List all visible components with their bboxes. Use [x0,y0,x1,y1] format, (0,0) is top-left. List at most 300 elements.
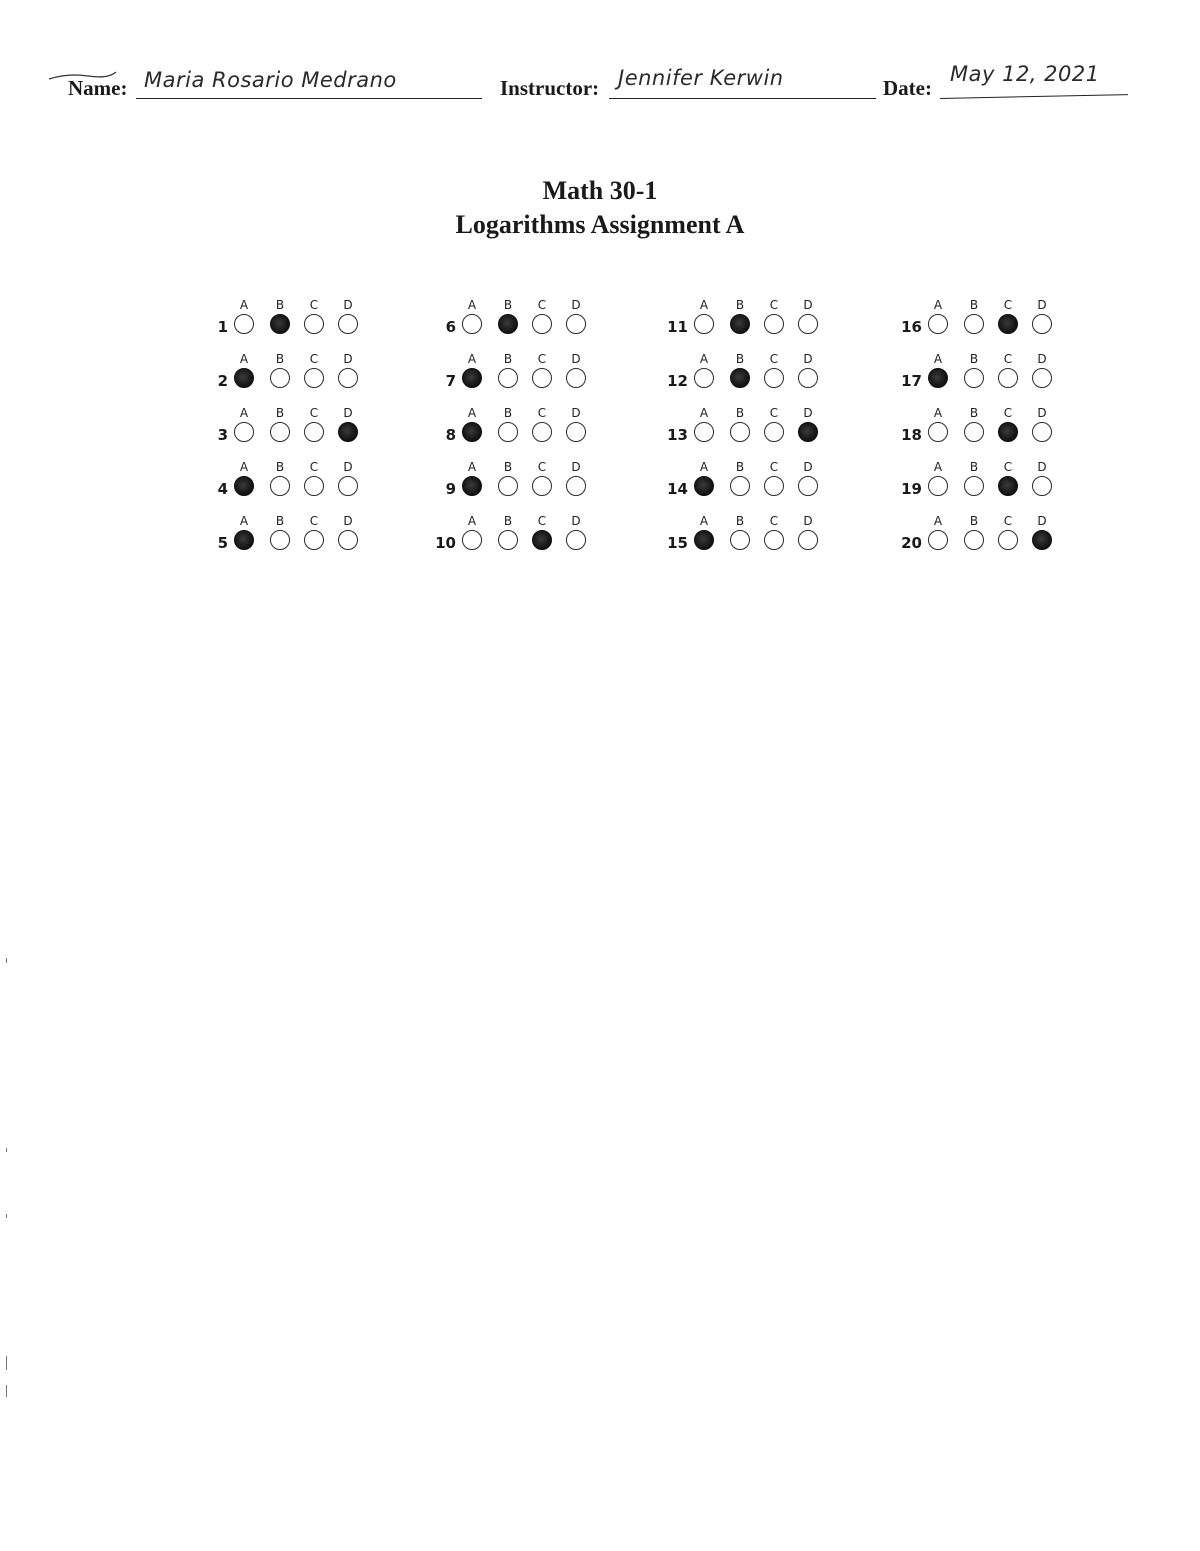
empty-bubble[interactable] [566,530,586,550]
header-fields [0,58,1200,108]
scan-artifact [6,1148,7,1152]
answer-option-d [562,406,590,442]
option-letter: B [503,352,513,366]
answer-option-a [690,298,718,334]
option-letter: D [571,298,581,312]
answer-option-a [230,298,258,334]
question-number: 19 [901,480,922,498]
answer-column-1 [200,298,370,568]
option-letter: D [343,514,353,528]
empty-bubble[interactable] [566,422,586,442]
answer-option-c [528,298,556,334]
assignment-title: Logarithms Assignment A [455,210,745,239]
empty-bubble[interactable] [338,368,358,388]
option-letter: D [1037,514,1047,528]
option-letter: A [699,352,709,366]
empty-bubble[interactable] [964,476,984,496]
empty-bubble[interactable] [270,476,290,496]
filled-bubble[interactable] [234,368,254,388]
question-row [428,514,598,568]
option-letter: D [571,460,581,474]
answer-column-3 [660,298,830,568]
question-row [894,460,1064,514]
empty-bubble[interactable] [338,476,358,496]
option-letter: D [571,514,581,528]
option-letter: C [769,460,779,474]
answer-option-b [494,298,522,334]
answer-option-d [794,514,822,550]
option-letter: A [933,298,943,312]
option-letter: B [735,406,745,420]
option-letter: B [503,298,513,312]
answer-option-a [230,406,258,442]
option-letter: A [699,514,709,528]
answer-option-c [994,298,1022,334]
option-letter: C [309,406,319,420]
answer-option-b [494,406,522,442]
answer-option-b [266,514,294,550]
empty-bubble[interactable] [304,422,324,442]
answer-option-b [266,460,294,496]
empty-bubble[interactable] [764,530,784,550]
question-row [428,406,598,460]
filled-bubble[interactable] [798,422,818,442]
empty-bubble[interactable] [798,368,818,388]
answer-option-a [458,352,486,388]
answer-option-d [1028,406,1056,442]
option-letter: D [803,298,813,312]
answer-option-c [300,406,328,442]
empty-bubble[interactable] [798,314,818,334]
answer-option-a [690,406,718,442]
option-letter: D [343,406,353,420]
question-row [200,406,370,460]
answer-option-a [458,406,486,442]
answer-option-a [230,352,258,388]
filled-bubble[interactable] [1032,530,1052,550]
option-letter: C [537,352,547,366]
option-letter: A [467,352,477,366]
answer-option-b [960,352,988,388]
option-letter: B [503,514,513,528]
option-letter: D [343,298,353,312]
empty-bubble[interactable] [304,530,324,550]
question-number: 3 [217,426,228,444]
answer-option-a [230,460,258,496]
answer-option-d [1028,460,1056,496]
empty-bubble[interactable] [764,422,784,442]
option-letter: C [1003,352,1013,366]
option-letter: C [1003,406,1013,420]
empty-bubble[interactable] [304,314,324,334]
question-number: 5 [217,534,228,552]
empty-bubble[interactable] [1032,476,1052,496]
option-letter: C [1003,298,1013,312]
answer-sheet [0,298,1200,568]
empty-bubble[interactable] [928,476,948,496]
date-underline [940,94,1128,99]
question-row [200,460,370,514]
empty-bubble[interactable] [234,422,254,442]
filled-bubble[interactable] [462,476,482,496]
answer-option-c [994,352,1022,388]
filled-bubble[interactable] [730,368,750,388]
answer-option-d [562,352,590,388]
option-letter: B [275,460,285,474]
question-row [428,298,598,352]
empty-bubble[interactable] [964,530,984,550]
option-letter: D [343,352,353,366]
filled-bubble[interactable] [998,476,1018,496]
empty-bubble[interactable] [338,530,358,550]
question-row [660,514,830,568]
filled-bubble[interactable] [694,476,714,496]
empty-bubble[interactable] [998,368,1018,388]
option-letter: A [933,514,943,528]
empty-bubble[interactable] [694,368,714,388]
option-letter: B [735,460,745,474]
empty-bubble[interactable] [1032,314,1052,334]
filled-bubble[interactable] [998,422,1018,442]
question-number: 8 [445,426,456,444]
filled-bubble[interactable] [234,476,254,496]
answer-option-a [924,352,952,388]
answer-option-c [528,514,556,550]
option-letter: D [803,514,813,528]
answer-option-c [528,406,556,442]
answer-option-b [726,514,754,550]
option-letter: D [1037,352,1047,366]
option-letter: C [309,352,319,366]
option-letter: C [537,460,547,474]
answer-option-c [760,352,788,388]
option-letter: C [537,298,547,312]
question-number: 6 [445,318,456,336]
instructor-label: Instructor: [500,76,600,100]
scan-artifact [6,958,7,963]
empty-bubble[interactable] [764,314,784,334]
option-letter: A [239,406,249,420]
question-number: 10 [435,534,456,552]
option-letter: C [769,514,779,528]
filled-bubble[interactable] [338,422,358,442]
answer-option-d [794,460,822,496]
answer-option-d [334,298,362,334]
scan-artifact [6,1214,7,1218]
answer-option-b [960,514,988,550]
answer-option-d [562,298,590,334]
question-row [894,352,1064,406]
empty-bubble[interactable] [764,368,784,388]
option-letter: C [309,514,319,528]
empty-bubble[interactable] [338,314,358,334]
answer-option-b [960,406,988,442]
name-field[interactable]: Maria Rosario Medrano [144,68,397,92]
option-letter: C [769,406,779,420]
option-letter: B [503,460,513,474]
question-number: 11 [667,318,688,336]
answer-option-a [458,460,486,496]
question-number: 20 [901,534,922,552]
option-letter: B [969,514,979,528]
option-letter: B [275,406,285,420]
question-row [894,298,1064,352]
question-row [200,514,370,568]
empty-bubble[interactable] [730,422,750,442]
answer-option-b [494,460,522,496]
option-letter: C [537,514,547,528]
option-letter: A [467,406,477,420]
option-letter: C [309,460,319,474]
empty-bubble[interactable] [998,530,1018,550]
course-title: Math 30-1 [542,176,658,205]
answer-option-d [334,406,362,442]
option-letter: B [275,298,285,312]
empty-bubble[interactable] [694,422,714,442]
question-number: 13 [667,426,688,444]
question-row [894,406,1064,460]
answer-option-b [266,406,294,442]
option-letter: A [699,298,709,312]
answer-option-c [760,514,788,550]
answer-option-d [334,352,362,388]
option-letter: C [1003,460,1013,474]
empty-bubble[interactable] [462,530,482,550]
answer-option-b [960,298,988,334]
empty-bubble[interactable] [798,476,818,496]
filled-bubble[interactable] [532,530,552,550]
empty-bubble[interactable] [532,476,552,496]
date-label: Date: [883,76,932,100]
question-row [200,352,370,406]
scan-artifact [6,1385,7,1397]
question-number: 17 [901,372,922,390]
question-number: 16 [901,318,922,336]
empty-bubble[interactable] [928,530,948,550]
answer-option-a [458,514,486,550]
option-letter: C [769,298,779,312]
answer-option-d [1028,514,1056,550]
answer-option-d [334,460,362,496]
answer-option-c [528,460,556,496]
option-letter: A [933,406,943,420]
filled-bubble[interactable] [928,368,948,388]
answer-option-b [726,298,754,334]
question-row [428,460,598,514]
answer-option-d [794,406,822,442]
answer-option-c [760,298,788,334]
option-letter: D [803,460,813,474]
answer-option-c [300,298,328,334]
answer-option-a [924,460,952,496]
option-letter: D [343,460,353,474]
option-letter: D [1037,460,1047,474]
answer-option-d [794,352,822,388]
empty-bubble[interactable] [694,314,714,334]
answer-option-d [562,460,590,496]
filled-bubble[interactable] [462,368,482,388]
empty-bubble[interactable] [928,422,948,442]
empty-bubble[interactable] [270,368,290,388]
empty-bubble[interactable] [964,422,984,442]
date-field[interactable]: May 12, 2021 [950,62,1100,86]
empty-bubble[interactable] [304,368,324,388]
answer-option-d [1028,298,1056,334]
option-letter: A [699,460,709,474]
answer-option-a [924,514,952,550]
option-letter: B [969,406,979,420]
empty-bubble[interactable] [798,530,818,550]
empty-bubble[interactable] [964,314,984,334]
option-letter: D [571,406,581,420]
empty-bubble[interactable] [928,314,948,334]
answer-option-a [690,514,718,550]
empty-bubble[interactable] [764,476,784,496]
option-letter: A [933,352,943,366]
option-letter: D [571,352,581,366]
option-letter: D [1037,406,1047,420]
scan-artifact [6,1356,7,1370]
option-letter: B [503,406,513,420]
question-row [428,352,598,406]
option-letter: B [969,460,979,474]
option-letter: B [275,514,285,528]
question-number: 14 [667,480,688,498]
question-number: 4 [217,480,228,498]
filled-bubble[interactable] [462,422,482,442]
question-number: 18 [901,426,922,444]
answer-option-c [994,514,1022,550]
filled-bubble[interactable] [498,314,518,334]
answer-option-a [690,352,718,388]
empty-bubble[interactable] [304,476,324,496]
option-letter: A [239,514,249,528]
empty-bubble[interactable] [498,530,518,550]
option-letter: C [537,406,547,420]
answer-option-a [924,406,952,442]
answer-option-c [300,514,328,550]
option-letter: D [1037,298,1047,312]
question-number: 2 [217,372,228,390]
question-row [660,460,830,514]
answer-option-b [960,460,988,496]
answer-option-c [994,460,1022,496]
answer-option-c [300,460,328,496]
answer-option-b [726,406,754,442]
answer-option-b [266,298,294,334]
answer-option-b [266,352,294,388]
option-letter: C [1003,514,1013,528]
question-number: 1 [217,318,228,336]
option-letter: A [239,298,249,312]
filled-bubble[interactable] [234,530,254,550]
empty-bubble[interactable] [1032,368,1052,388]
answer-option-d [334,514,362,550]
answer-option-b [494,514,522,550]
empty-bubble[interactable] [532,422,552,442]
option-letter: A [239,460,249,474]
empty-bubble[interactable] [730,476,750,496]
question-number: 15 [667,534,688,552]
question-row [894,514,1064,568]
answer-column-2 [428,298,598,568]
empty-bubble[interactable] [964,368,984,388]
answer-option-c [760,406,788,442]
empty-bubble[interactable] [1032,422,1052,442]
filled-bubble[interactable] [270,314,290,334]
option-letter: C [769,352,779,366]
option-letter: B [969,298,979,312]
empty-bubble[interactable] [566,314,586,334]
answer-option-d [1028,352,1056,388]
question-number: 12 [667,372,688,390]
empty-bubble[interactable] [270,530,290,550]
answer-option-d [794,298,822,334]
empty-bubble[interactable] [498,368,518,388]
option-letter: B [735,514,745,528]
question-row [660,406,830,460]
question-number: 7 [445,372,456,390]
empty-bubble[interactable] [532,314,552,334]
instructor-field[interactable]: Jennifer Kerwin [618,66,784,90]
empty-bubble[interactable] [730,530,750,550]
name-underline [136,98,482,99]
option-letter: A [467,298,477,312]
option-letter: B [969,352,979,366]
instructor-underline [609,98,876,99]
option-letter: A [467,460,477,474]
filled-bubble[interactable] [998,314,1018,334]
answer-option-c [300,352,328,388]
empty-bubble[interactable] [234,314,254,334]
answer-column-4 [894,298,1064,568]
filled-bubble[interactable] [694,530,714,550]
answer-option-b [726,352,754,388]
question-row [660,298,830,352]
filled-bubble[interactable] [730,314,750,334]
option-letter: D [803,406,813,420]
option-letter: A [467,514,477,528]
answer-option-b [494,352,522,388]
option-letter: B [275,352,285,366]
answer-option-b [726,460,754,496]
option-letter: A [699,406,709,420]
empty-bubble[interactable] [462,314,482,334]
empty-bubble[interactable] [498,422,518,442]
answer-option-c [528,352,556,388]
empty-bubble[interactable] [566,368,586,388]
name-label: Name: [68,76,128,100]
option-letter: B [735,298,745,312]
answer-option-d [562,514,590,550]
answer-option-c [994,406,1022,442]
option-letter: A [239,352,249,366]
empty-bubble[interactable] [532,368,552,388]
empty-bubble[interactable] [498,476,518,496]
answer-option-c [760,460,788,496]
option-letter: A [933,460,943,474]
answer-option-a [230,514,258,550]
option-letter: D [803,352,813,366]
answer-option-a [924,298,952,334]
option-letter: C [309,298,319,312]
option-letter: B [735,352,745,366]
empty-bubble[interactable] [566,476,586,496]
question-row [660,352,830,406]
question-row [200,298,370,352]
document-title [0,174,1200,242]
empty-bubble[interactable] [270,422,290,442]
